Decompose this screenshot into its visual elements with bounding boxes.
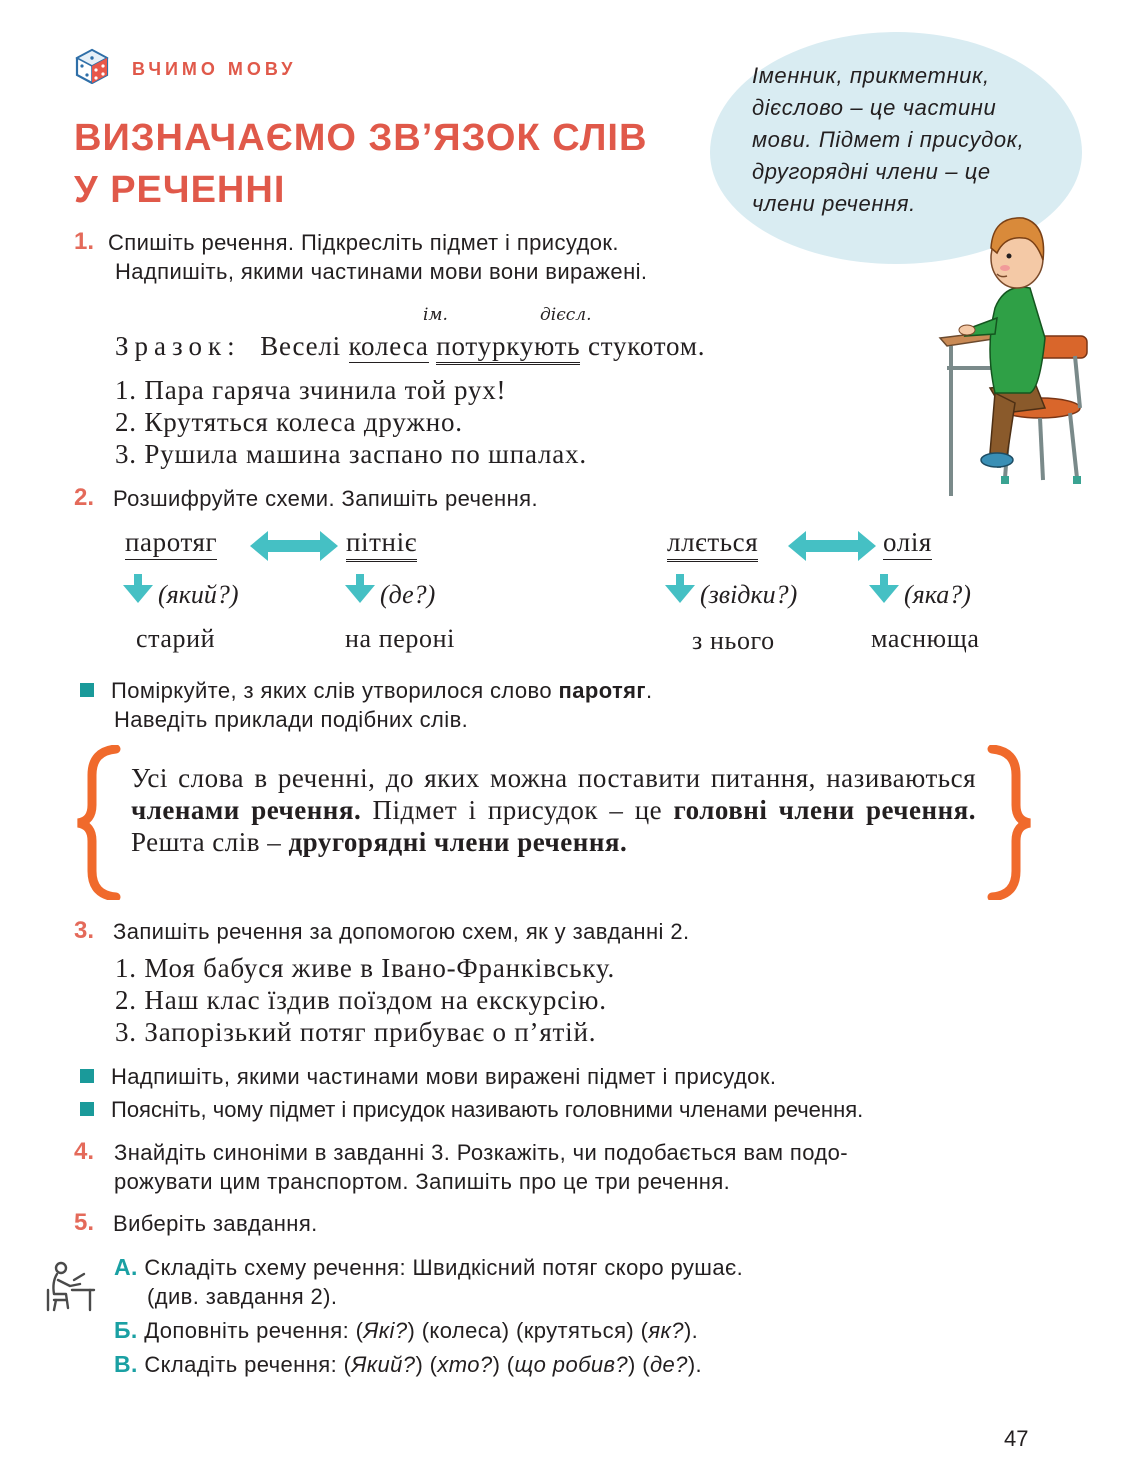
task-2-text: Розшифруйте схеми. Запишіть речення. — [113, 486, 538, 511]
sentence: 1. Пара гаряча зчинила той рух! — [115, 375, 507, 405]
answer-word: маснюща — [871, 624, 980, 653]
bullet-text — [111, 676, 653, 734]
right-brace — [986, 745, 1036, 905]
task-number: 1. — [74, 228, 95, 255]
option-c — [114, 1350, 702, 1379]
option-italic: де? — [649, 1352, 688, 1377]
sentence: 2. Крутяться колеса дружно. — [115, 407, 463, 437]
rule-part: Усі слова в реченні, до яких можна поставити питання, називаються — [131, 763, 976, 793]
bubble-line: другорядні члени – це — [752, 159, 991, 184]
title-line-1: ВИЗНАЧАЄМО ЗВ’ЯЗОК СЛІВ — [74, 117, 648, 159]
option-italic: що робив? — [514, 1352, 629, 1377]
sample-subject: колеса — [348, 331, 429, 361]
option-italic: Який? — [351, 1352, 416, 1377]
bubble-line: мови. Підмет і присудок, — [752, 127, 1025, 152]
sample-word: стукотом. — [587, 331, 706, 361]
bullet-bold-word: паротяг — [558, 678, 646, 703]
section-label: ВЧИМО МОВУ — [132, 59, 297, 79]
sample-predicate: потуркують — [436, 331, 580, 365]
sentence: 3. Запорізький потяг прибуває о п’ятій. — [115, 1017, 597, 1047]
schema-predicate: пітніє — [346, 527, 417, 562]
answer-word: старий — [136, 624, 216, 653]
rule-term: членами речення. — [131, 795, 362, 825]
option-text: Доповніть речення: ( — [144, 1318, 364, 1343]
task-1-sentences — [115, 374, 587, 470]
rule-term: головні члени речення. — [673, 795, 976, 825]
task-number: 3. — [74, 917, 95, 944]
question: (яка?) — [904, 580, 971, 609]
task-4-line-2: рожувати цим транспортом. Запишіть про це три речення. — [114, 1169, 731, 1194]
bullet-square — [80, 683, 94, 697]
rule-part: Підмет і присудок – це — [361, 795, 674, 825]
bullet-text: Поясніть, чому підмет і присудок називають головними членами речення. — [111, 1097, 864, 1122]
double-arrow-icon — [250, 529, 338, 568]
rule-term: другорядні члени речення. — [288, 827, 628, 857]
question: (де?) — [380, 580, 436, 609]
task-1-text — [108, 228, 647, 286]
left-brace — [72, 745, 122, 905]
task-1-line-2: Надпишіть, якими частинами мови вони виражені. — [115, 259, 648, 284]
down-arrow-icon — [345, 585, 375, 603]
annotation-noun: ім. — [423, 305, 448, 325]
rule-part: Решта слів – — [131, 827, 289, 857]
task-3-sentences — [115, 952, 615, 1048]
option-text: Складіть речення: ( — [144, 1352, 352, 1377]
schema-subject: олія — [883, 527, 932, 560]
annotation-verb: дієсл. — [540, 305, 592, 325]
sample-sentence — [115, 330, 705, 362]
answer-word: з нього — [692, 626, 775, 655]
task-4-text — [114, 1138, 848, 1196]
task-number: 2. — [74, 484, 95, 511]
bullet-text-part: Поміркуйте, з яких слів утворилося слово — [111, 678, 559, 703]
bubble-text — [752, 60, 1024, 220]
double-arrow-icon — [788, 529, 876, 568]
option-text: ) (колеса) (крутяться) ( — [407, 1318, 649, 1343]
boy-at-desk-illustration — [935, 208, 1105, 498]
option-italic: хто? — [437, 1352, 493, 1377]
sentence: 2. Наш клас їздив поїздом на екскурсію. — [115, 985, 607, 1015]
sample-label: Зразок: — [115, 331, 241, 361]
bullet-text-part: . — [645, 678, 653, 703]
option-letter: В. — [114, 1351, 138, 1377]
option-text: ) ( — [415, 1352, 438, 1377]
sample-word: Веселі — [260, 331, 341, 361]
question: (звідки?) — [700, 580, 798, 609]
bullet-text: Надпишіть, якими частинами мови виражені підмет і присудок. — [111, 1064, 777, 1089]
question: (який?) — [158, 580, 239, 609]
option-b — [114, 1316, 698, 1345]
task-3-text: Запишіть речення за допомогою схем, як у завданні 2. — [113, 919, 690, 944]
schema-subject: паротяг — [125, 527, 217, 560]
option-text: ). — [683, 1318, 699, 1343]
option-text: Складіть схему речення: Швидкісний потяг скоро рушає. — [144, 1255, 744, 1280]
task-4-line-1: Знайдіть синоніми в завданні 3. Розкажіть, чи подобається вам подо- — [114, 1140, 848, 1165]
task-5-text: Виберіть завдання. — [113, 1211, 318, 1236]
sentence: 1. Моя бабуся живе в Івано-Франківську. — [115, 953, 616, 983]
down-arrow-icon — [123, 585, 153, 603]
option-text: ) ( — [492, 1352, 515, 1377]
bubble-line: Іменник, прикметник, — [752, 63, 990, 88]
dice-icon — [74, 48, 110, 84]
down-arrow-icon — [665, 585, 695, 603]
page-number: 47 — [1004, 1426, 1029, 1451]
option-italic: як? — [648, 1318, 684, 1343]
page-title — [74, 112, 647, 216]
answer-word: на пероні — [345, 624, 455, 653]
down-arrow-icon — [869, 585, 899, 603]
option-italic: Які? — [363, 1318, 408, 1343]
title-line-2: У РЕЧЕННІ — [74, 169, 286, 211]
task-number: 4. — [74, 1138, 95, 1165]
option-letter: Б. — [114, 1317, 138, 1343]
option-text: ). — [687, 1352, 703, 1377]
option-text: ) ( — [628, 1352, 650, 1377]
sentence: 3. Рушила машина заспано по шпалах. — [115, 439, 587, 469]
bubble-line: дієслово – це частини — [752, 95, 997, 120]
task-1-line-1: Спишіть речення. Підкресліть підмет і присудок. — [108, 230, 619, 255]
schema-predicate: ллється — [667, 527, 758, 562]
bullet-square — [80, 1102, 94, 1116]
rule-text — [131, 762, 976, 858]
task-number: 5. — [74, 1209, 95, 1236]
bubble-line: члени речення. — [752, 191, 916, 216]
student-writing-icon — [44, 1260, 98, 1319]
option-text-line-2: (див. завдання 2). — [147, 1284, 338, 1309]
option-a — [114, 1253, 743, 1311]
option-letter: А. — [114, 1254, 138, 1280]
bullet-square — [80, 1069, 94, 1083]
bullet-line-2: Наведіть приклади подібних слів. — [114, 707, 469, 732]
